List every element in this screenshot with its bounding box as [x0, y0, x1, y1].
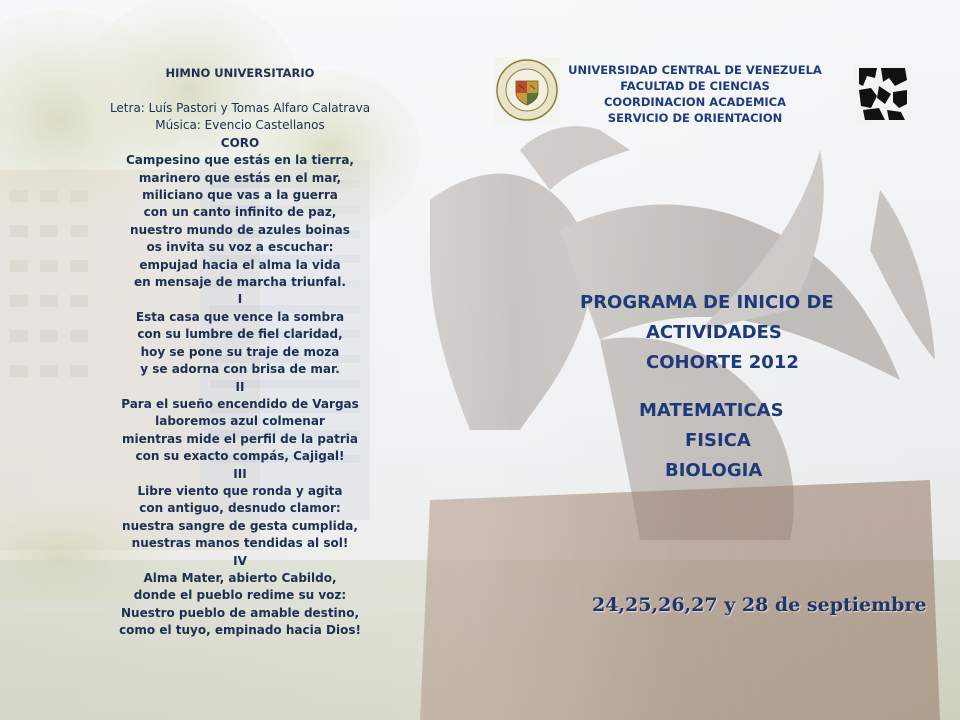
hymn-line: II: [235, 379, 245, 394]
hymn-line: IV: [233, 553, 247, 568]
hymn-line: CORO: [220, 135, 260, 150]
hymn-line: os invita su voz a escuchar:: [146, 240, 334, 255]
hymn-lines: [90, 100, 390, 640]
hymn-line: Libre viento que ronda y agita: [137, 483, 343, 498]
hymn-line: Letra: Luís Pastori y Tomas Alfaro Calatrava: [109, 101, 371, 115]
header-service: SERVICIO DE ORIENTACION: [607, 111, 783, 125]
hymn-title: HIMNO UNIVERSITARIO: [165, 66, 315, 80]
hymn-line: laboremos azul colmenar: [155, 414, 325, 429]
hymn-line: Campesino que estás en la tierra,: [126, 153, 354, 168]
hymn-line: III: [233, 466, 247, 481]
institution-header: [560, 62, 830, 126]
hymn-line: donde el pueblo redime su voz:: [133, 588, 347, 603]
hymn-line: con antiguo, desnudo clamor:: [139, 501, 341, 516]
hymn-line: Para el sueño encendido de Vargas: [121, 396, 359, 411]
hymn-line: Esta casa que vence la sombra: [135, 309, 345, 324]
program-block: [565, 288, 875, 486]
hymn-line: y se adorna con brisa de mar.: [140, 362, 340, 377]
header-university: UNIVERSIDAD CENTRAL DE VENEZUELA: [568, 63, 822, 77]
header-coordination: COORDINACION ACADEMICA: [603, 95, 787, 109]
hymn-line: Alma Mater, abierto Cabildo,: [143, 570, 337, 585]
hymn-line: hoy se pone su traje de moza: [140, 344, 340, 359]
subject-biology: BIOLOGIA: [665, 460, 763, 481]
hymn-line: nuestra sangre de gesta cumplida,: [122, 518, 358, 533]
hymn-line: nuestras manos tendidas al sol!: [131, 536, 349, 551]
hymn-block: [90, 66, 390, 640]
program-title-line1: PROGRAMA DE INICIO DE: [580, 292, 834, 313]
hymn-line: empujad hacia el alma la vida: [139, 257, 341, 272]
faculty-logo-icon: [855, 64, 911, 124]
hymn-line: marinero que estás en el mar,: [138, 170, 342, 185]
hymn-line: con su lumbre de fiel claridad,: [137, 327, 343, 342]
program-title-line2: ACTIVIDADES: [646, 322, 782, 343]
hymn-line: nuestro mundo de azules boinas: [130, 222, 350, 237]
hymn-line: con un canto infinito de paz,: [143, 205, 337, 220]
hymn-line: Música: Evencio Castellanos: [155, 118, 325, 133]
hymn-line: en mensaje de marcha triunfal.: [134, 275, 346, 290]
program-cohort: COHORTE 2012: [646, 352, 799, 373]
hymn-line: I: [237, 292, 243, 307]
header-faculty: FACULTAD DE CIENCIAS: [620, 79, 770, 93]
hymn-line: Nuestro pueblo de amable destino,: [120, 605, 360, 620]
subject-mathematics: MATEMATICAS: [639, 400, 784, 421]
event-dates: 24,25,26,27 y 28 de septiembre: [592, 594, 927, 616]
hymn-line: como el tuyo, empinado hacia Dios!: [119, 623, 361, 638]
hymn-line: mientras mide el perfil de la patria: [121, 431, 358, 446]
hymn-line: con su exacto compás, Cajigal!: [135, 449, 345, 464]
university-seal-icon: [494, 57, 560, 123]
subject-physics: FISICA: [685, 430, 751, 451]
hymn-line: miliciano que vas a la guerra: [142, 188, 338, 203]
